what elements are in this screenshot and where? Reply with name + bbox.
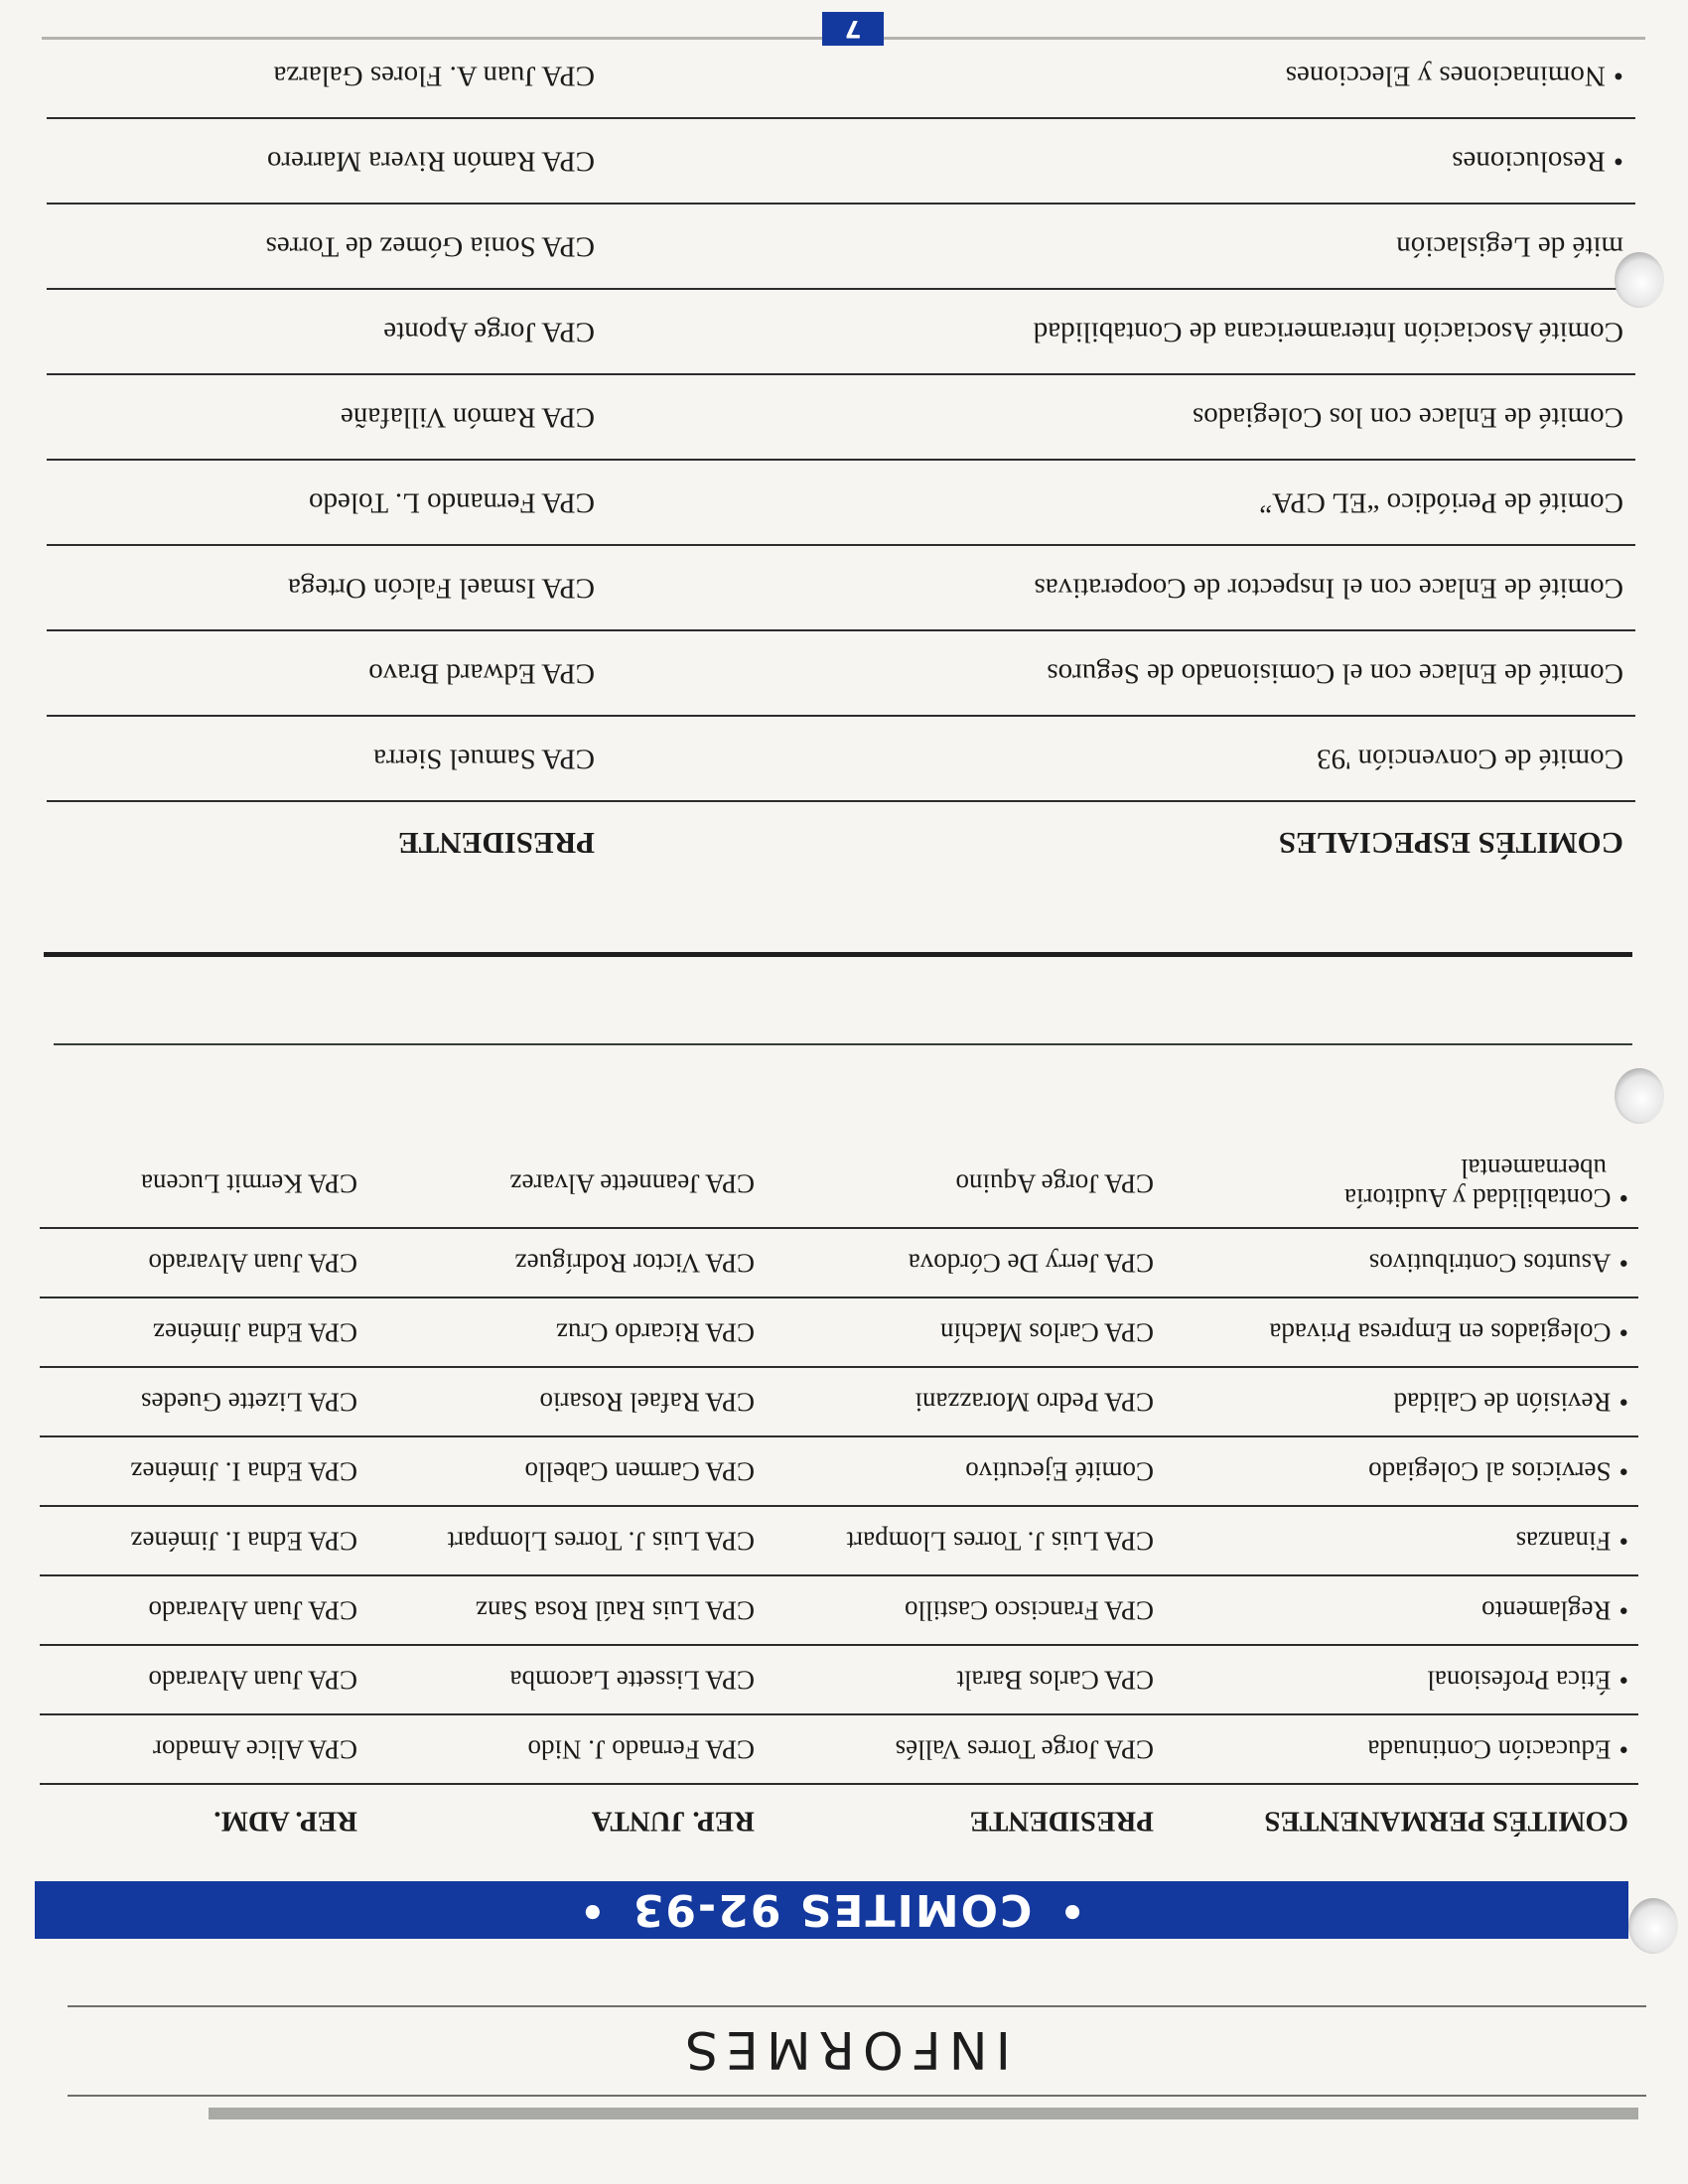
committee-president: CPA Fernando L. Toledo xyxy=(309,486,595,519)
table-row xyxy=(40,1644,1638,1713)
banner-title: COMITES 92-93 xyxy=(631,1884,1033,1936)
committee-president: CPA Jorge Aponte xyxy=(383,316,595,348)
committees-banner xyxy=(35,1881,1628,1939)
committee-rep-adm: CPA Edna I. Jiménez xyxy=(130,1456,357,1487)
committee-president: CPA Jorge Torres Vallés xyxy=(895,1734,1154,1765)
header-rep-adm: REP. ADM. xyxy=(213,1805,357,1838)
committee-president: CPA Luis J. Torres Llompart xyxy=(846,1526,1154,1557)
committee-name: •Colegiados en Empresa Privada xyxy=(1269,1317,1628,1348)
page-number-badge: 7 xyxy=(822,12,884,46)
committee-name: •Resoluciones xyxy=(1452,145,1623,178)
committee-rep-adm: CPA Juan Alvarado xyxy=(148,1248,357,1279)
committee-name: •Finanzas xyxy=(1515,1526,1628,1557)
special-committees-table xyxy=(47,34,1635,884)
committee-name: mité de Legislación xyxy=(1396,230,1623,263)
committee-president: CPA Samuel Sierra xyxy=(373,743,595,775)
punch-hole xyxy=(1628,1898,1678,1954)
table-row xyxy=(40,1435,1638,1505)
table-row xyxy=(40,1713,1638,1783)
table-row xyxy=(47,544,1635,629)
header-presidente: PRESIDENTE xyxy=(969,1805,1154,1838)
committee-name: •Nominaciones y Elecciones xyxy=(1285,60,1623,92)
table-row xyxy=(47,203,1635,288)
table-row xyxy=(47,373,1635,459)
committee-president: Comité Ejecutivo xyxy=(965,1456,1154,1487)
table-header-row xyxy=(40,1783,1638,1856)
section-brand-title: INFORMES xyxy=(677,2019,1011,2079)
committee-president: CPA Pedro Morazzani xyxy=(914,1387,1154,1418)
header-gray-bar xyxy=(209,2108,1638,2119)
committee-name: Comité de Convención '93 xyxy=(1317,743,1623,775)
committee-rep-adm: CPA Juan Alvarado xyxy=(148,1595,357,1626)
committee-name: Comité de Periódico “EL CPA” xyxy=(1259,486,1623,519)
committee-president: CPA Francisco Castillo xyxy=(904,1595,1154,1626)
table-row xyxy=(40,1505,1638,1574)
committee-name: Comité de Enlace con el Inspector de Cooperativas xyxy=(1034,572,1623,605)
header-presidente: PRESIDENTE xyxy=(397,826,595,861)
committee-name: •Asuntos Contributivos xyxy=(1368,1248,1628,1279)
committee-name: Comité de Enlace con los Colegiados xyxy=(1192,401,1623,434)
committee-name: •Reglamento xyxy=(1481,1595,1628,1626)
banner-bullet-left: • xyxy=(1057,1887,1085,1933)
committee-president: CPA Edward Bravo xyxy=(368,657,595,690)
permanent-committees-table xyxy=(40,1140,1638,1856)
committee-name: •Educación Continuada xyxy=(1367,1734,1628,1765)
section-divider-thick xyxy=(44,952,1632,957)
committee-president: CPA Ismael Falcón Ortega xyxy=(287,572,595,605)
table-header-row xyxy=(47,800,1635,884)
table-row xyxy=(47,629,1635,715)
committee-rep-junta: CPA Fernado J. Nido xyxy=(527,1734,755,1765)
header-rep-junta: REP. JUNTA xyxy=(591,1805,755,1838)
committee-rep-junta: CPA Ricardo Cruz xyxy=(555,1317,755,1348)
committee-president: CPA Ramón Villafañe xyxy=(340,401,595,434)
committee-rep-adm: CPA Edna I. Jiménez xyxy=(130,1526,357,1557)
header-comites-permanentes: COMITÉS PERMANENTES xyxy=(1264,1805,1628,1838)
header-bottom-rule xyxy=(68,2005,1646,2007)
section-divider-thin xyxy=(54,1043,1632,1045)
header-top-rule xyxy=(68,2095,1646,2097)
committee-president: CPA Jorge Aquino xyxy=(955,1168,1154,1199)
committee-name: •Servicios al Colegiado xyxy=(1368,1456,1628,1487)
banner-bullet-right: • xyxy=(578,1887,606,1933)
table-row xyxy=(47,288,1635,373)
table-row xyxy=(40,1140,1638,1227)
committee-name: Comité Asociación Interamericana de Contabilidad xyxy=(1033,316,1623,348)
committee-rep-junta: CPA Lissette Lacomba xyxy=(509,1665,755,1696)
committee-president: CPA Jerry De Córdova xyxy=(908,1248,1154,1279)
committee-president: CPA Carlos Baralt xyxy=(956,1665,1154,1696)
committee-rep-junta: CPA Luis J. Torres Llompart xyxy=(447,1526,755,1557)
committee-rep-junta: CPA Luis Raúl Rosa Sanz xyxy=(475,1595,755,1626)
table-row xyxy=(40,1574,1638,1644)
punch-hole xyxy=(1615,252,1664,308)
committee-name: •Contabilidad y Auditoría ubernamental xyxy=(1344,1154,1628,1213)
table-row xyxy=(40,1227,1638,1297)
table-row xyxy=(40,1297,1638,1366)
committee-name: •Revisión de Calidad xyxy=(1393,1387,1628,1418)
committee-rep-adm: CPA Edna Jiménez xyxy=(153,1317,357,1348)
committee-president: CPA Ramón Rivera Marrero xyxy=(267,145,595,178)
committee-rep-junta: CPA Jeannette Alvarez xyxy=(509,1168,755,1199)
committee-president: CPA Carlos Machín xyxy=(939,1317,1154,1348)
committee-rep-junta: CPA Rafael Rosario xyxy=(539,1387,755,1418)
punch-hole xyxy=(1615,1068,1664,1124)
table-row xyxy=(47,34,1635,117)
table-row xyxy=(47,715,1635,800)
table-row xyxy=(40,1366,1638,1435)
committee-president: CPA Sonia Gómez de Torres xyxy=(265,230,595,263)
table-row xyxy=(47,117,1635,203)
committee-name: •Ética Profesional xyxy=(1427,1665,1628,1696)
committee-rep-adm: CPA Juan Alvarado xyxy=(148,1665,357,1696)
committee-rep-adm: CPA Kermit Lucena xyxy=(141,1168,357,1199)
committee-president: CPA Juan A. Flores Galarza xyxy=(273,60,595,92)
committee-rep-adm: CPA Alice Amador xyxy=(152,1734,357,1765)
committee-name: Comité de Enlace con el Comisionado de Seguros xyxy=(1047,657,1623,690)
committee-rep-adm: CPA Lizette Guedes xyxy=(141,1387,357,1418)
committee-rep-junta: CPA Carmen Cabello xyxy=(524,1456,755,1487)
committee-rep-junta: CPA Victor Rodríguez xyxy=(514,1248,755,1279)
header-comites-especiales: COMITÉS ESPECIALES xyxy=(1278,826,1623,861)
table-row xyxy=(47,459,1635,544)
